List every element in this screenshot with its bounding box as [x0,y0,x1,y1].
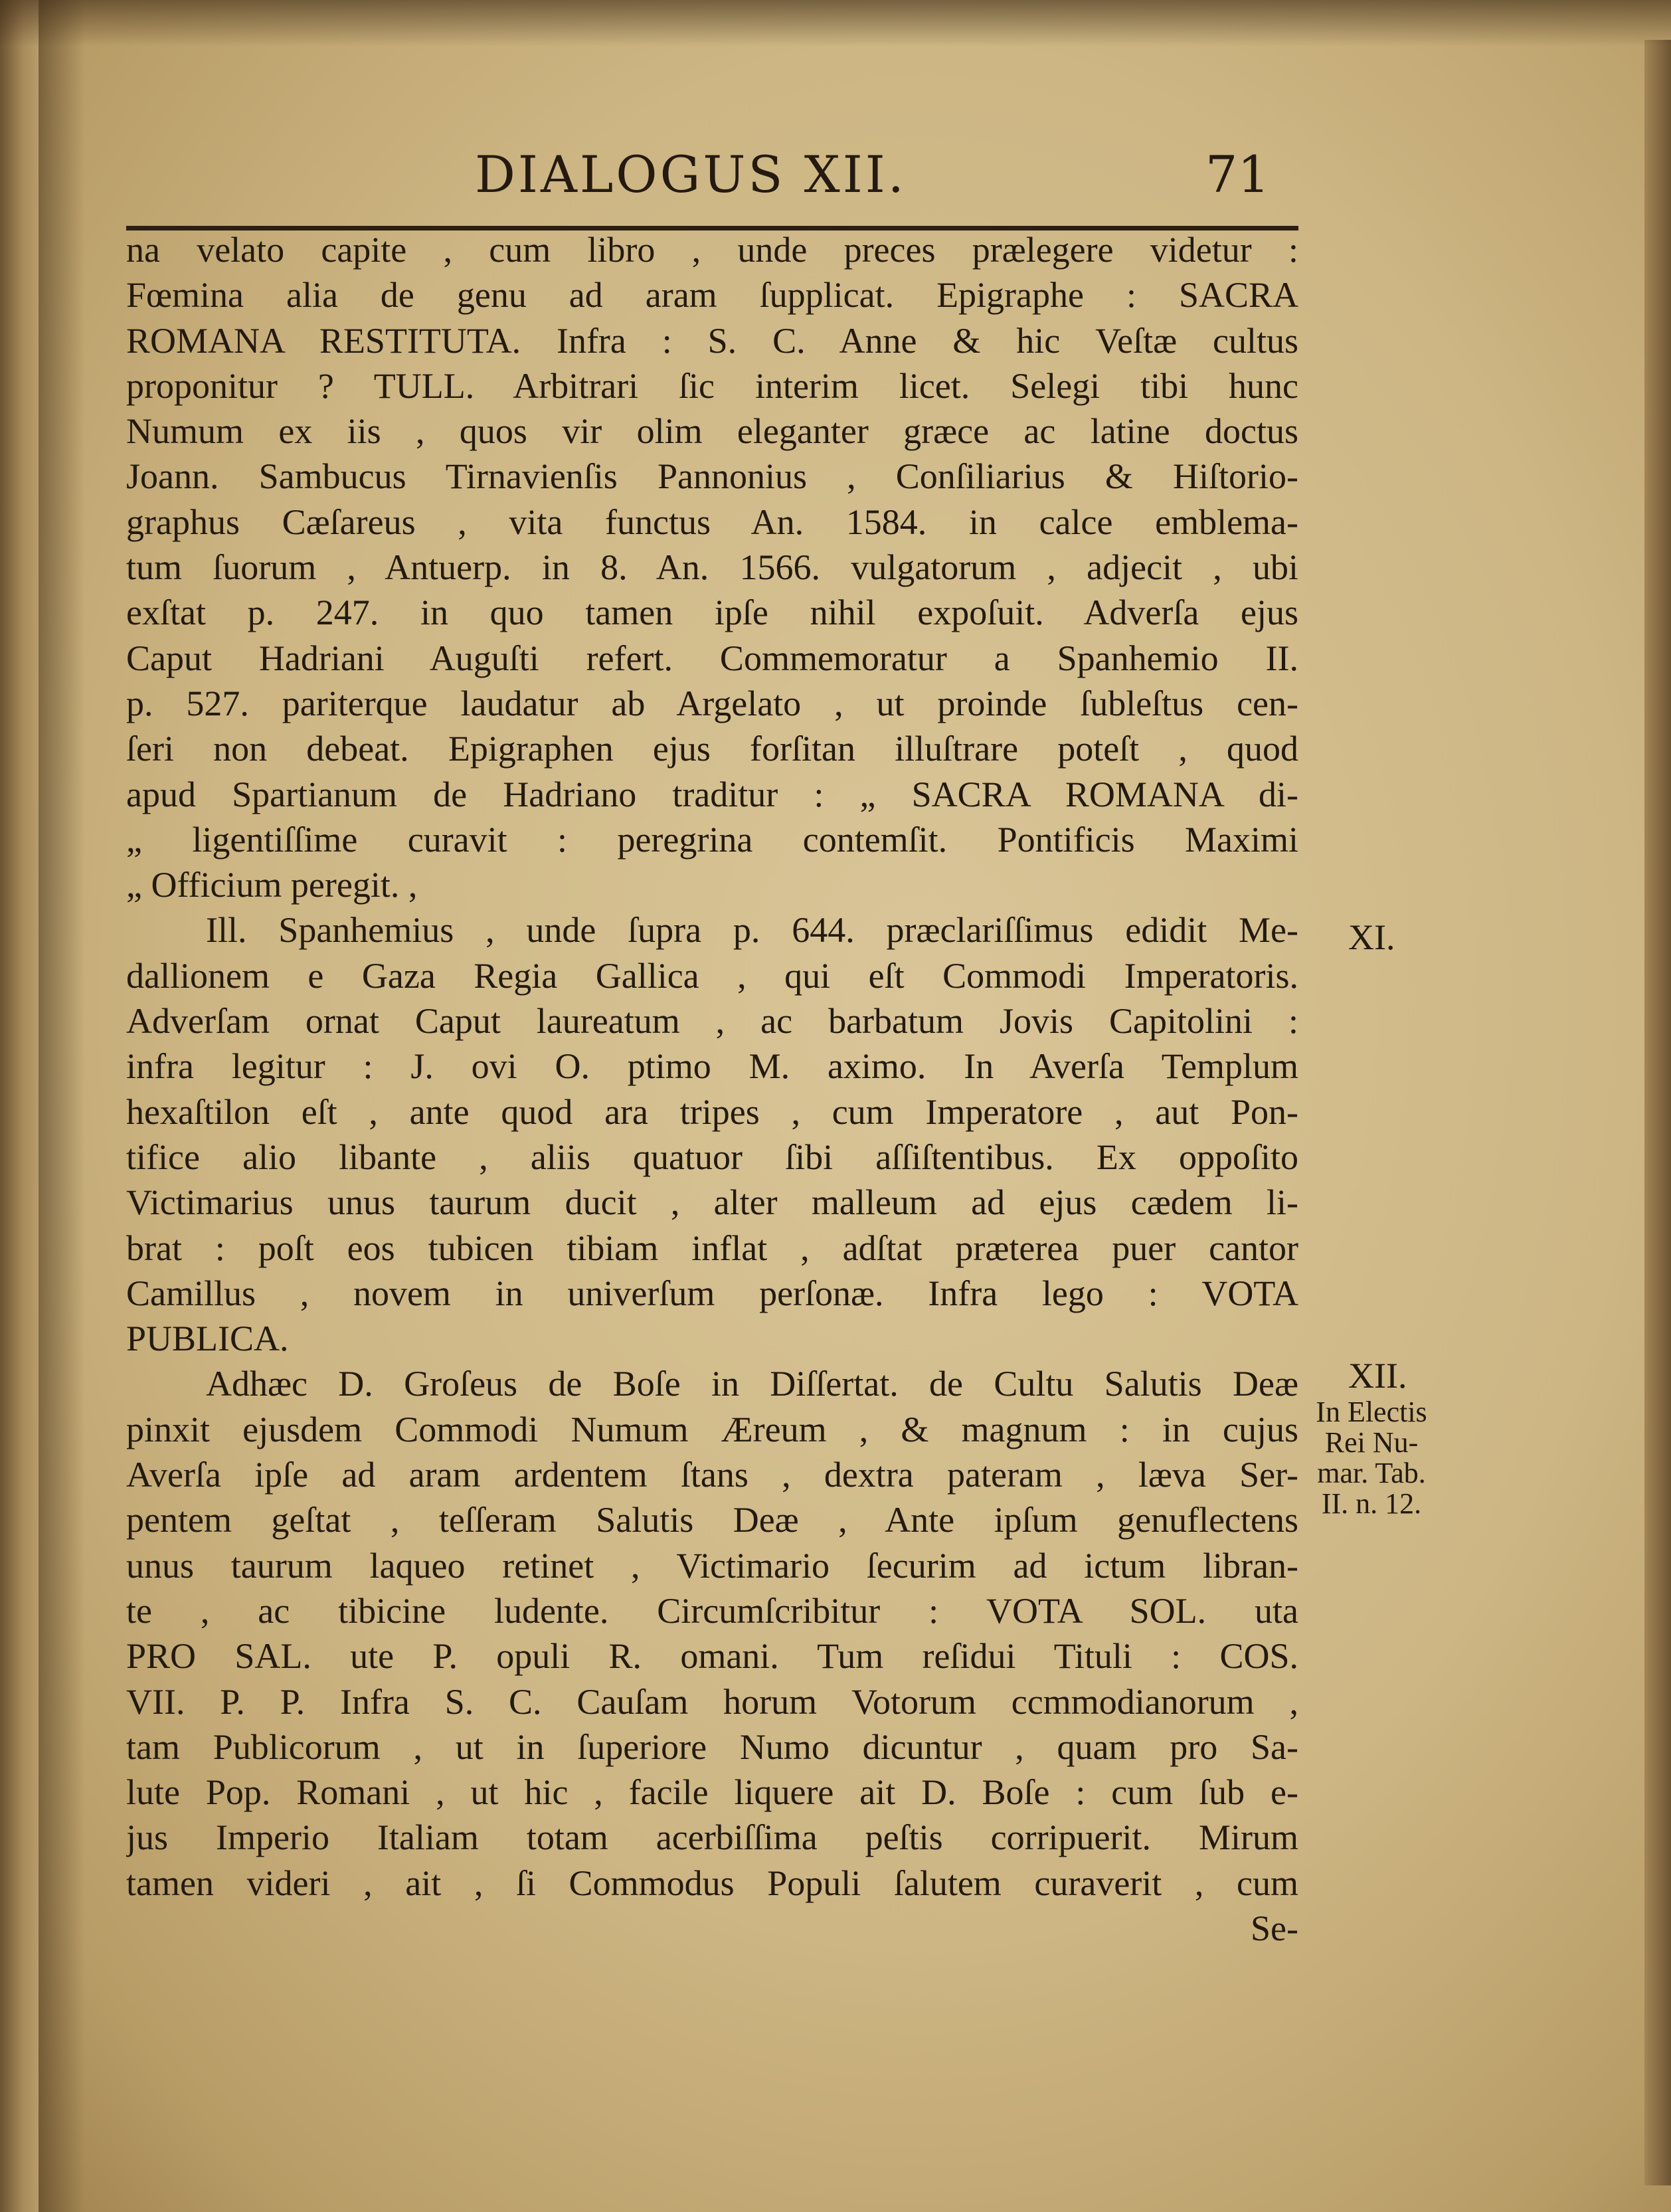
text-line: Victimarius unus taurum ducit , alter malleum ad ejus cædem li- [126,1182,1298,1223]
text-line: PUBLICA. [126,1319,289,1359]
margin-reference-line: In Electis [1316,1396,1427,1428]
top-shadow [0,0,1671,46]
text-line: brat : poſt eos tubicen tibiam inflat , adſtat præterea puer cantor [126,1228,1298,1268]
text-line: dallionem e Gaza Regia Gallica , qui eſt Commodi Imperatoris. [126,955,1298,996]
text-line: tam Publicorum , ut in ſuperiore Numo dicuntur , quam pro Sa- [126,1726,1298,1767]
text-line: pinxit ejusdem Commodi Numum Æreum , & magnum : in cujus [126,1409,1298,1449]
text-line: unus taurum laqueo retinet , Victimario ſecurim ad ictum libran- [126,1545,1298,1586]
text-line: Ill. Spanhemius , unde ſupra p. 644. præclariſſimus edidit Me- [206,910,1298,951]
text-line: tifice alio libante , aliis quatuor ſibi aſſiſtentibus. Ex oppoſito [126,1137,1298,1177]
text-line: apud Spartianum de Hadriano traditur : „ SACRA ROMANA di- [126,774,1298,814]
text-line: hexaſtilon eſt , ante quod ara tripes , cum Imperatore , aut Pon- [126,1091,1298,1132]
body-text [126,227,1298,1951]
text-line: p. 527. pariterque laudatur ab Argelato , ut proinde ſubleſtus cen- [126,683,1298,723]
text-line: Adverſam ornat Caput laureatum , ac barbatum Jovis Capitolini : [126,1001,1298,1042]
margin-note-section-12: XII. [1348,1356,1407,1396]
margin-reference-line: mar. Tab. [1317,1457,1426,1489]
text-line: lute Pop. Romani , ut hic , facile liquere ait D. Boſe : cum ſub e- [126,1772,1298,1813]
text-line: tamen videri , ait , ſi Commodus Populi ſalutem curaverit , cum [126,1863,1298,1903]
margin-reference [1295,1397,1448,1519]
running-head: DIALOGUS XII. [475,145,907,204]
margin-reference-line: II. n. 12. [1321,1487,1422,1520]
text-line: proponitur ? TULL. Arbitrari ſic interim licet. Selegi tibi hunc [126,365,1298,406]
text-line: PRO SAL. ute P. opuli R. omani. Tum reſidui Tituli : COS. [126,1636,1298,1677]
text-line: exſtat p. 247. in quo tamen ipſe nihil expoſuit. Adverſa ejus [126,593,1298,633]
text-line: na velato capite , cum libro , unde preces prælegere videtur : [126,230,1298,270]
text-line: jus Imperio Italiam totam acerbiſſima peſtis corripuerit. Mirum [126,1817,1298,1858]
text-line: Camillus , novem in univerſum perſonæ. Infra lego : VOTA [126,1273,1298,1313]
text-line: infra legitur : J. ovi O. ptimo M. aximo. In Averſa Templum [126,1046,1298,1087]
margin-note-section-11: XI. [1348,917,1395,957]
text-line: VII. P. P. Infra S. C. Cauſam horum Votorum ccmmodianorum , [126,1681,1298,1722]
text-line: „ Officium peregit. , [126,865,418,905]
text-line: Joann. Sambucus Tirnavienſis Pannonius , Conſiliarius & Hiſtorio- [126,456,1298,497]
text-line: Caput Hadriani Auguſti refert. Commemoratur a Spanhemio II. [126,638,1298,678]
page-number: 71 [1205,145,1270,204]
text-line: „ ligentiſſime curavit : peregrina contemſit. Pontificis Maximi [126,819,1298,860]
text-line: Fœmina alia de genu ad aram ſupplicat. Epigraphe : SACRA [126,275,1298,316]
text-line: Adhæc D. Groſeus de Boſe in Diſſertat. de Cultu Salutis Deæ [206,1364,1298,1404]
text-line: Numum ex iis , quos vir olim eleganter græce ac latine doctus [126,411,1298,452]
text-line: te , ac tibicine ludente. Circumſcribitur : VOTA SOL. uta [126,1590,1298,1631]
previous-page-edge [0,0,39,2212]
gutter-shadow [39,0,85,2212]
text-line: graphus Cæſareus , vita functus An. 1584. in calce emblema- [126,502,1298,542]
text-line: pentem geſtat , teſſeram Salutis Deæ , Ante ipſum genuflectens [126,1500,1298,1540]
text-line: ROMANA RESTITUTA. Infra : S. C. Anne & hic Veſtæ cultus [126,320,1298,361]
page-edge [1644,40,1671,2185]
catchword: Se- [1251,1908,1298,1948]
text-line: ſeri non debeat. Epigraphen ejus forſitan illuſtrare poteſt , quod [126,729,1298,769]
margin-reference-line: Rei Nu- [1324,1426,1419,1459]
text-line: tum ſuorum , Antuerp. in 8. An. 1566. vulgatorum , adjecit , ubi [126,547,1298,588]
text-line: Averſa ipſe ad aram ardentem ſtans , dextra pateram , læva Ser- [126,1455,1298,1495]
